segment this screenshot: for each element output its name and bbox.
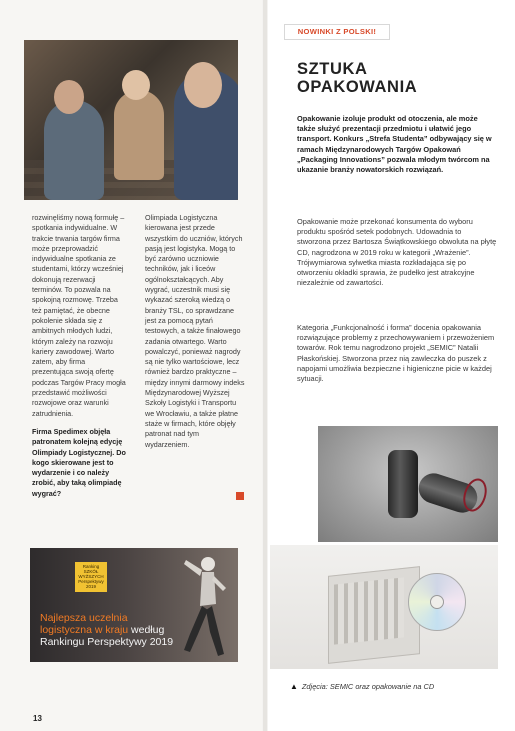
banner-headline (40, 612, 238, 648)
paragraph-semic: Kategoria „Funkcjonalność i forma” docenia opakowania rozwiązujące problemy z przechowywaniem i przewożeniem towarów. Rok temu nagrodzono projekt „SEMIC” Natalii Płaskońskiej. Stworzona przez nią zawleczka do puszek z napojami umożliwia bezpieczne i higieniczne picie w każdej sytuacji. (297, 323, 495, 384)
article-lead: Opakowanie izoluje produkt od otoczenia, ale może także służyć prezentacji przedmiotu i ułatwić jego transport. Konkurs „Strefa Studenta” odbywający się w ramach Międzynarodowych Targów Opakowań „Packaging Innovations” pozwala młodym twórcom na ukazanie branży nowatorskich rozwiązań. (297, 114, 492, 175)
article-title (297, 60, 497, 96)
caption-text: Zdjęcia: SEMIC oraz opakowanie na CD (301, 682, 435, 691)
photo-person-left (44, 100, 104, 200)
banner-line-3: Rankingu Perspektywy 2019 (40, 636, 174, 648)
title-line-1: SZTUKA (297, 60, 368, 78)
article-end-mark (236, 492, 244, 500)
photo-person-middle-head (122, 70, 150, 100)
article-column-right (145, 213, 245, 450)
paragraph-olympiad: Olimpiada Logistyczna kierowana jest przede wszystkim do uczniów, których pasją jest logistyka. Mogą to być zarówno uczniowie techników, jak i liceów ogólnokształcących. Aby wygrać, uczestnik musi się wykazać szeroką wiedzą o branży TSL, co sprawdzane jest za pomocą pytań testowych, a także finałowego zadania otwartego. Warto powalczyć, ponieważ nagrody są nie tylko wartościowe, lecz również bardzo praktyczne – między innymi darmowy indeks Międzynarodowej Wyższej Szkoły Logistyki i Transportu we Wrocławiu, a także płatne staże w firmach, które objęły patronat nad tym wydarzeniem. (145, 213, 245, 449)
paragraph-formula: rozwinęliśmy nową formułę – spotkania indywidualne. W trakcie trwania targów firma może przeprowadzić indywidualne spotkania ze studentami, którzy wcześniej dokonują rezerwacji terminów. To pozwala na spokojną rozmowę. Trzeba też pamiętać, że obecne pokolenie składa się z ambitnych młodych ludzi, którym zależy na rozwoju kariery zawodowej. Warto zatem, aby firma prezentująca swoją ofertę podczas Targów Pracy mogła przedstawić możliwości rozwojowe oraz warunki zatrudnienia. (32, 213, 126, 418)
page-gutter (263, 0, 267, 731)
cd-packaging-photo (270, 545, 498, 669)
banner-line-2: logistyczna w kraju (40, 624, 129, 636)
page-number: 13 (33, 714, 42, 723)
article-column-left (32, 213, 128, 499)
university-ranking-banner (30, 548, 238, 662)
cd-disc-hole (430, 595, 444, 609)
triangle-up-icon: ▲ (290, 682, 298, 691)
title-line-2: OPAKOWANIA (297, 78, 418, 96)
photo-person-left-head (54, 80, 84, 114)
paragraph-cd-cover: Opakowanie może przekonać konsumenta do wyboru produktu spośród setek podobnych. Udowadnia to stworzona przez Bartosza Świątkowskiego obwoluta na płytę CD, nagrodzona w 2019 roku w kategorii „Wrażenie”. Trójwymiarowa sylwetka miasta rozkładająca się po otworzeniu okładki sprawia, że pudełko jest atrakcyjne niezależnie od zawartości. (297, 217, 497, 288)
photo-caption (290, 682, 434, 691)
cd-cover-city-silhouette (334, 577, 404, 644)
banner-line-2-suffix: według (128, 624, 165, 636)
banner-line-1: Najlepsza uczelnia (40, 612, 128, 624)
can-standing (388, 450, 418, 518)
section-tab: NOWINKI Z POLSKI! (284, 24, 390, 40)
ranking-badge: Ranking SZKÓŁ WYŻSZYCH Perspektywy 2019 (75, 562, 107, 592)
photo-person-main-head (184, 62, 222, 108)
interview-question: Firma Spedimex objęła patronatem kolejną edycję Olimpiady Logistycznej. Do kogo skierowane jest to wydarzenie i co należy zrobić, aby taką olimpiadę wygrać? (32, 426, 126, 498)
students-photo (24, 40, 238, 200)
photo-person-middle (114, 90, 164, 180)
semic-cans-photo (318, 426, 498, 542)
